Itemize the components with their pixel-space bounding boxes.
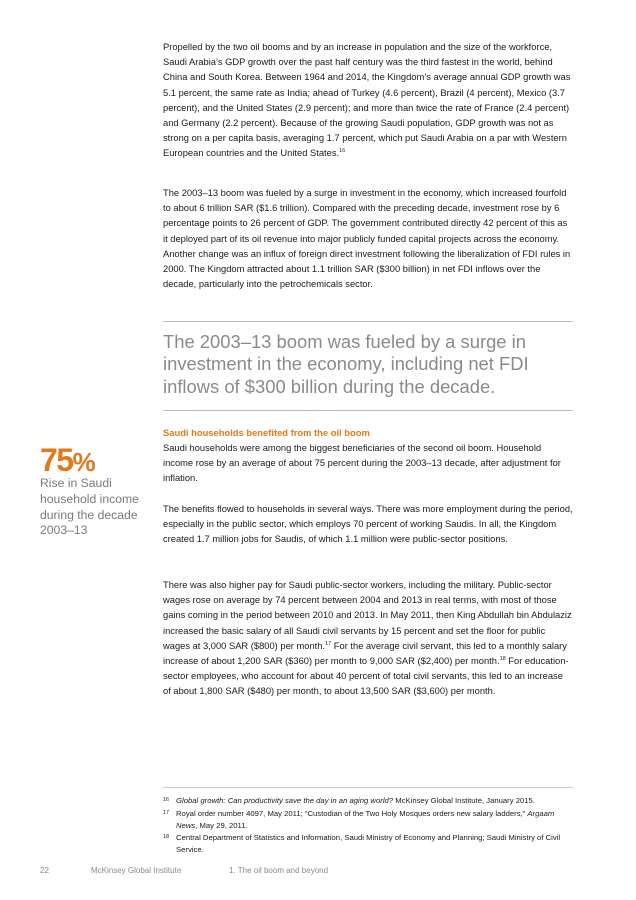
footnote-ref-16[interactable]: 16 bbox=[339, 148, 346, 155]
paragraph-employment bbox=[163, 502, 573, 548]
paragraph-gdp-growth bbox=[163, 40, 573, 162]
section-subhead: Saudi households benefited from the oil boom bbox=[163, 427, 370, 438]
paragraph-public-wages-text-c: For education-sector employees, who account for about 40 percent of total civil servants, this led to an increase of about 1,800 SAR ($480) per month, to about 13,500 SAR ($3,600) per month. bbox=[163, 656, 569, 697]
footnote-text: Royal order number 4097, May 2011; “Custodian of the Two Holy Mosques orders new salary ladders,” bbox=[176, 809, 528, 818]
footnote-title: Argaam News bbox=[176, 809, 555, 830]
paragraph-public-wages bbox=[163, 578, 573, 700]
paragraph-employment-text: The benefits flowed to households in several ways. There was more employment during the period, especially in the public sector, which employs 70 percent of working Saudis. In all, the Kingdom created 1.7 million jobs for Saudis, of which 1.1 million were public-sector positions. bbox=[163, 504, 573, 545]
sidebar-stat-caption: Rise in Saudi household income during the decade 2003–13 bbox=[40, 476, 139, 538]
pull-quote-top-rule bbox=[163, 321, 573, 322]
paragraph-household-income-text: Saudi households were among the biggest beneficiaries of the second oil boom. Household income rose by an average of about 75 percent during the 2003–13 decade, after adjustment for inflation. bbox=[163, 443, 561, 484]
footnote-16 bbox=[163, 795, 573, 807]
sidebar-stat-number bbox=[40, 442, 94, 479]
paragraph-public-wages-text-a: There was also higher pay for Saudi public-sector workers, including the military. Public-sector wages rose on average by 74 percent between 2004 and 2013 in real terms, with most of those gains coming in the period between 2010 and 2013. In May 2011, then King Abdullah bin Abdulaziz increased the basic salary of all Saudi civil servants by 15 percent and set the floor for public wages at 3,000 SAR ($800) per month. bbox=[163, 580, 572, 651]
footnote-rule bbox=[163, 787, 573, 788]
paragraph-investment-boom bbox=[163, 186, 573, 292]
footnote-ref-17[interactable]: 17 bbox=[325, 640, 332, 647]
footnote-title: Global growth: Can productivity save the day in an aging world? bbox=[176, 796, 394, 805]
footnote-text: Central Department of Statistics and Information, Saudi Ministry of Economy and Planning; Saudi Ministry of Civil Service. bbox=[176, 833, 561, 854]
footnote-number: 16 bbox=[163, 797, 170, 803]
footnote-18 bbox=[163, 832, 573, 856]
footnote-text-end: , May 29, 2011. bbox=[195, 821, 248, 830]
paragraph-public-wages-text-b: For the average civil servant, this led to a monthly salary increase of about 1,200 SAR ($360) per month to 9,000 SAR ($2,400) per month. bbox=[163, 640, 567, 667]
paragraph-gdp-growth-text: Propelled by the two oil booms and by an increase in population and the size of the workforce, Saudi Arabia’s GDP growth over the past half century was the third fastest in the world, behind China and South Korea. Between 1964 and 2014, the Kingdom’s average annual GDP growth was 5.1 percent, the same rate as India; ahead of Turkey (4.6 percent), Brazil (4 percent), Mexico (3.7 percent), and the United States (2.9 percent); and more than twice the rate of France (2.4 percent) and Germany (2.2 percent). Because of the growing Saudi population, GDP growth was not as strong on a per capita basis, averaging 1.7 percent, which put Saudi Arabia on a par with Western European countries and the United States. bbox=[163, 42, 571, 159]
paragraph-investment-boom-text: The 2003–13 boom was fueled by a surge in investment in the economy, which increased fourfold to about 6 trillion SAR ($1.6 trillion). Compared with the preceding decade, investment rose by 6 percentage points to 26 percent of GDP. The government contributed directly 42 percent of this as it deployed part of its oil revenue into major publicly funded capital projects across the economy. Another change was an influx of foreign direct investment following the liberalization of FDI rules in 2000. The Kingdom attracted about 1.1 trillion SAR ($300 billion) in net FDI inflows over the decade, particularly into the petrochemicals sector. bbox=[163, 188, 571, 290]
footnote-text: McKinsey Global Institute, January 2015. bbox=[393, 796, 535, 805]
footnote-number: 18 bbox=[163, 834, 170, 840]
pull-quote: The 2003–13 boom was fueled by a surge in investment in the economy, including net FDI inflows of $300 billion during the decade. bbox=[163, 331, 529, 397]
footnote-17 bbox=[163, 808, 573, 832]
sidebar-stat-value: 75 bbox=[40, 442, 73, 478]
footnote-number: 17 bbox=[163, 810, 170, 816]
footer-publisher: McKinsey Global Institute bbox=[91, 866, 182, 875]
pull-quote-bottom-rule bbox=[163, 410, 573, 411]
footer-chapter: 1. The oil boom and beyond bbox=[229, 866, 329, 875]
page-number: 22 bbox=[40, 866, 49, 875]
paragraph-household-income bbox=[163, 441, 573, 487]
sidebar-stat-unit: % bbox=[72, 447, 95, 477]
footnote-ref-18[interactable]: 18 bbox=[499, 656, 506, 663]
